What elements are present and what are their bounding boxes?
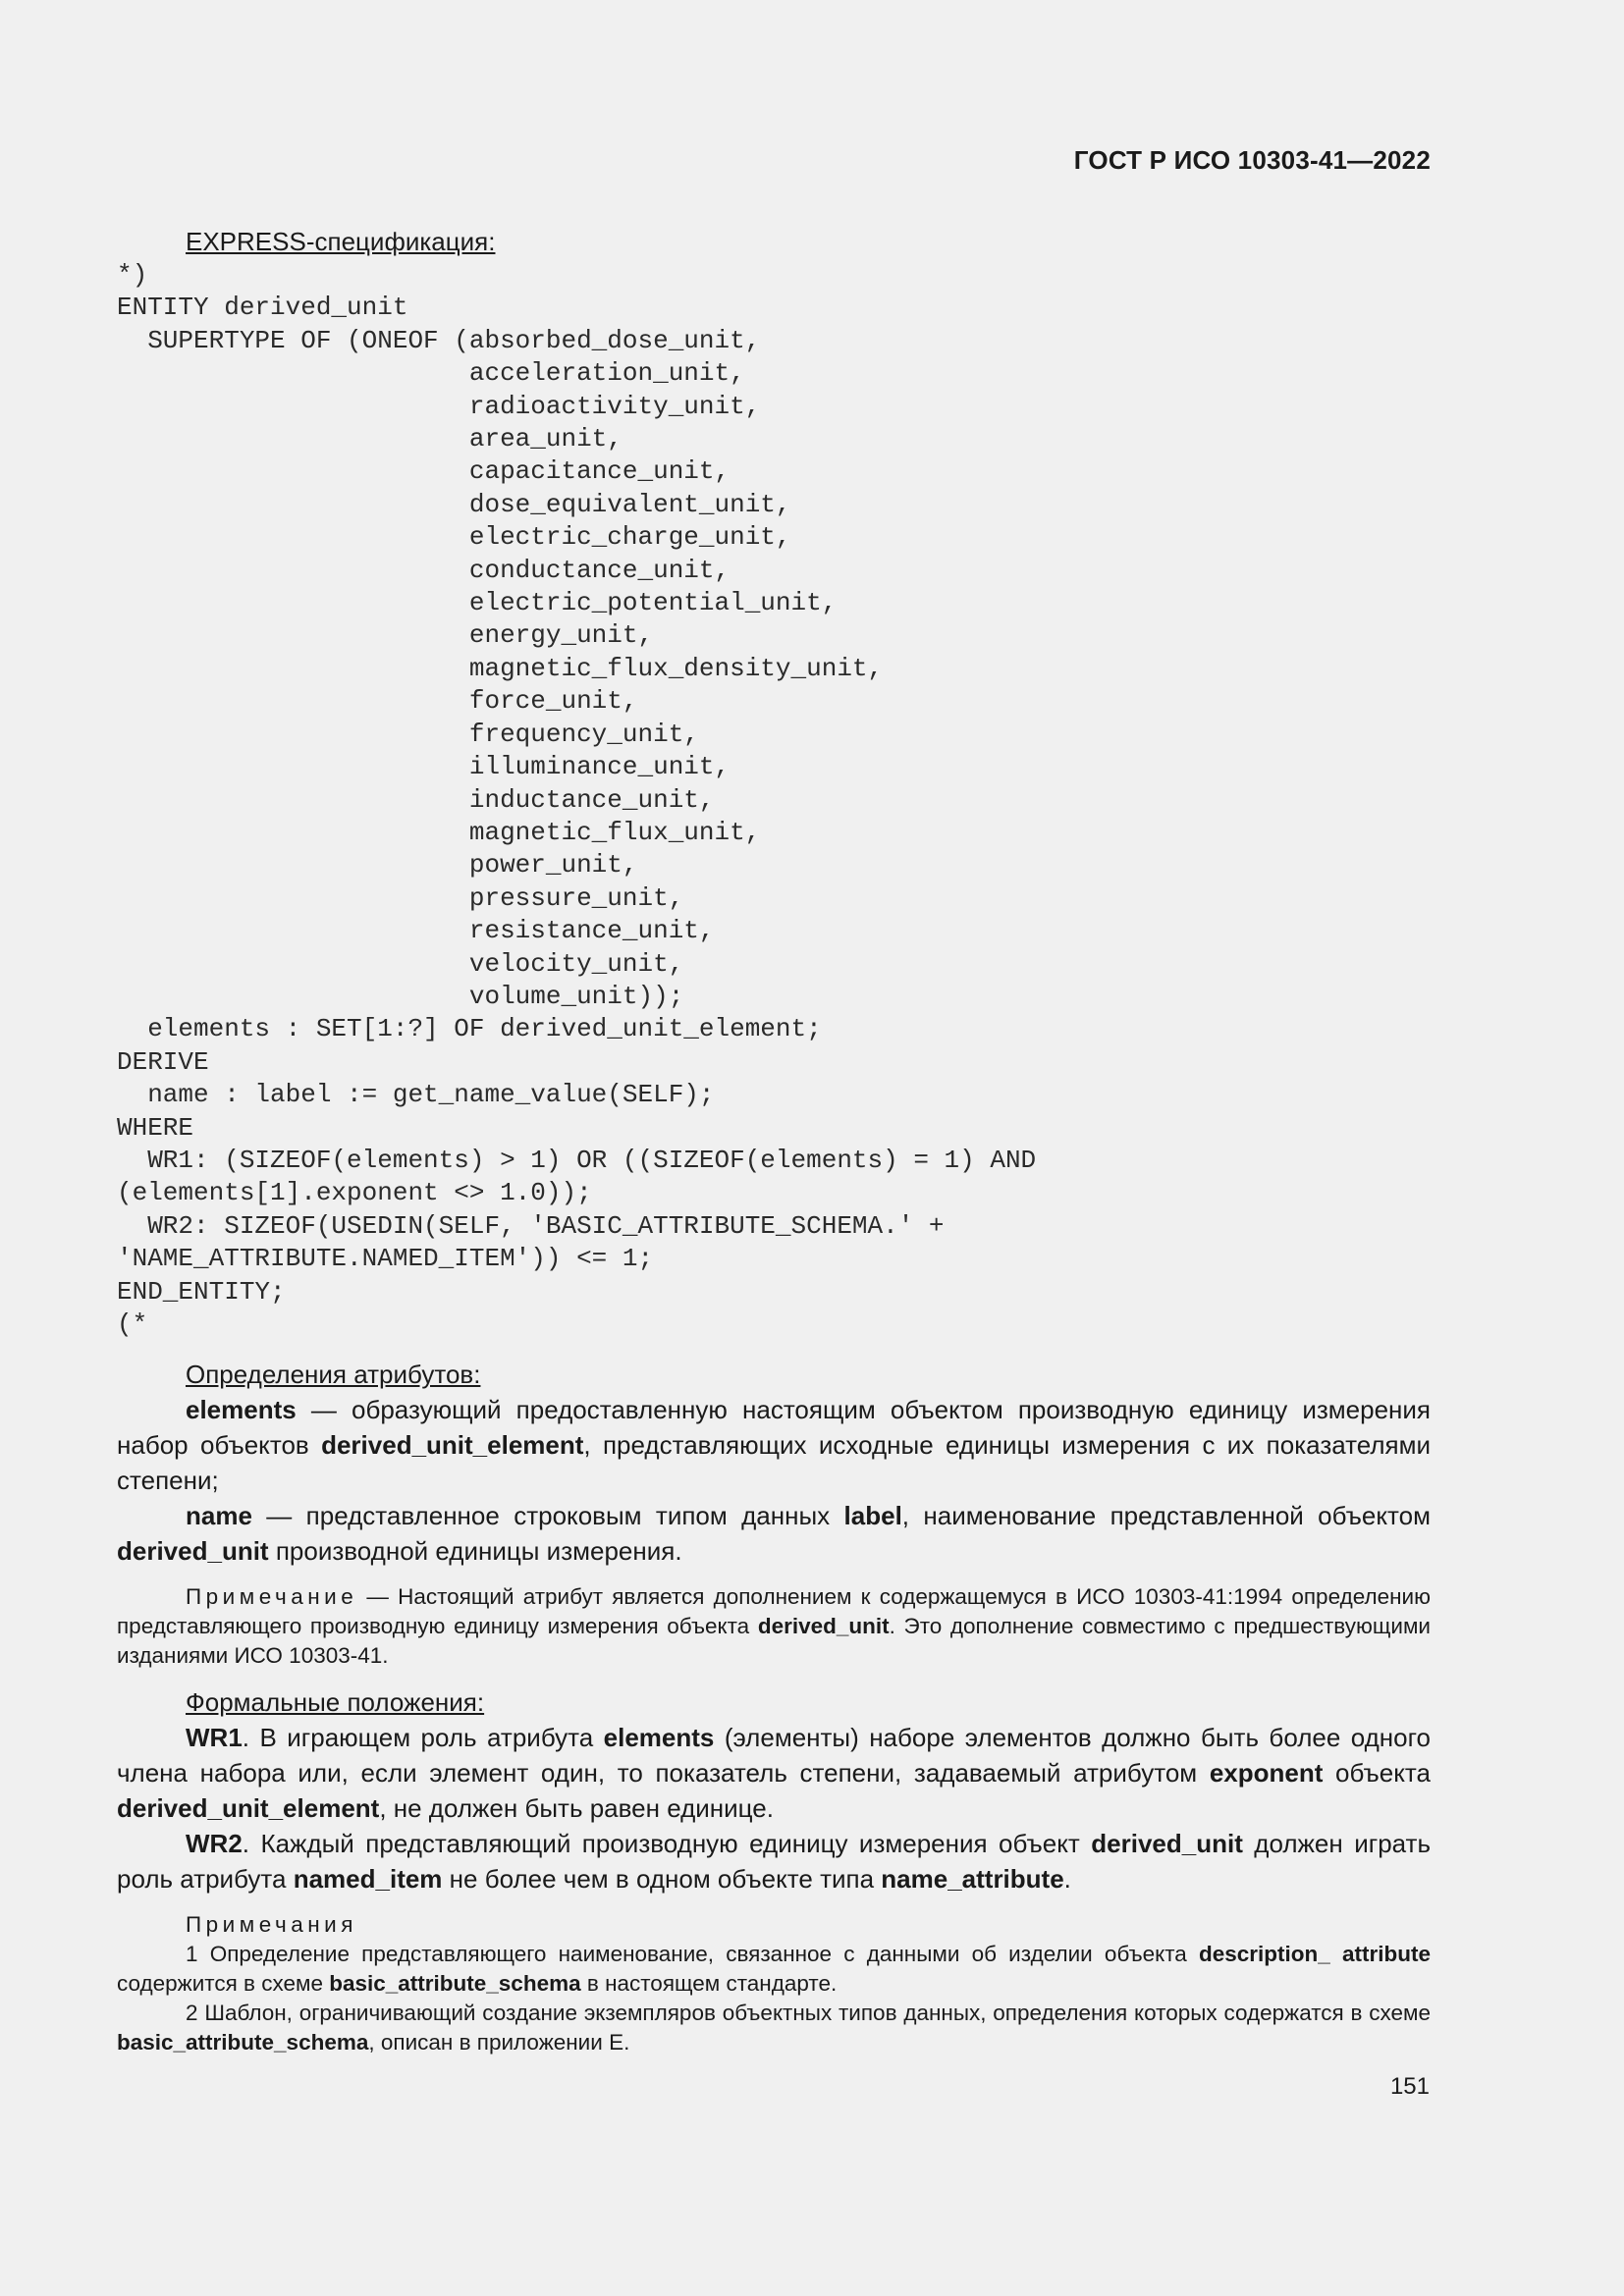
note-1: 1 Определение представляющего наименование, связанное с данными об изделии объекта description_ attribute содержится в схеме basic_attribute_schema в настоящем стандарте.	[117, 1942, 1431, 1997]
attribute-name-definition: name — представленное строковым типом данных label, наименование представленной объектом derived_unit производной единицы измерения.	[117, 1501, 1431, 1567]
express-heading: EXPRESS-спецификация:	[186, 227, 496, 256]
rule-wr2: WR2. Каждый представляющий производную единицу измерения объект derived_unit должен играть роль атрибута named_item не более чем в одном объекте типа name_attribute.	[117, 1829, 1432, 1895]
note-label: Примечание	[186, 1584, 358, 1610]
rule-wr1: WR1. В играющем роль атрибута elements (элементы) наборе элементов должно быть более одного члена набора или, если элемент один, то показатель степени, задаваемый атрибутом exponent объекта derived_unit_element, не должен быть равен единице.	[117, 1723, 1431, 1824]
document-header: ГОСТ Р ИСО 10303-41—2022	[1073, 145, 1431, 175]
note-2: 2 Шаблон, ограничивающий создание экземпляров объектных типов данных, определения которых содержатся в схеме basic_attribute_schema, описан в приложении Е.	[117, 2001, 1431, 2056]
formal-heading: Формальные положения:	[186, 1687, 485, 1718]
term-name: name	[186, 1501, 252, 1531]
page-number: 151	[1389, 2073, 1430, 2100]
term-elements: elements	[186, 1395, 297, 1425]
page-content	[117, 224, 1431, 2057]
notes-heading: Примечания	[186, 1912, 357, 1938]
attribute-note: Примечание — Настоящий атрибут является дополнением к содержащемуся в ИСО 10303-41:1994 определению представляющего производную единицу измерения объекта derived_unit. Это дополнение совместимо с предшествующими изданиями ИСО 10303-41.	[117, 1584, 1432, 1669]
attribute-elements-definition: elements — образующий предоставленную настоящим объектом производную единицу измерения набор объектов derived_unit_element, представляющих исходные единицы измерения с их показателями степени;	[117, 1395, 1431, 1496]
attributes-heading: Определения атрибутов:	[186, 1360, 481, 1390]
express-code-block: *) ENTITY derived_unit SUPERTYPE OF (ONEOF (absorbed_dose_unit, acceleration_unit, radioactivity_unit, area_unit, capacitance_unit, dose_equivalent_unit, electric_charge_unit, conductance_unit, electric_potential_unit, energy_unit, magnetic_flux_density_unit, force_unit, frequency_unit, illuminance_unit, inductance_unit, magnetic_flux_unit, power_unit, pressure_unit, resistance_unit, velocity_unit, volume_unit)); elements : SET[1:?] OF derived_unit_element; DERIVE name : label := get_name_value(SELF); WHERE WR1: (SIZEOF(elements) > 1) OR ((SIZEOF(elements) = 1) AND (elements[1].exponent <> 1.0)); WR2: SIZEOF(USEDIN(SELF, 'BASIC_ATTRIBUTE_SCHEMA.' + 'NAME_ATTRIBUTE.NAMED_ITEM')) <= 1; END_ENTITY; (*	[117, 260, 1037, 1339]
